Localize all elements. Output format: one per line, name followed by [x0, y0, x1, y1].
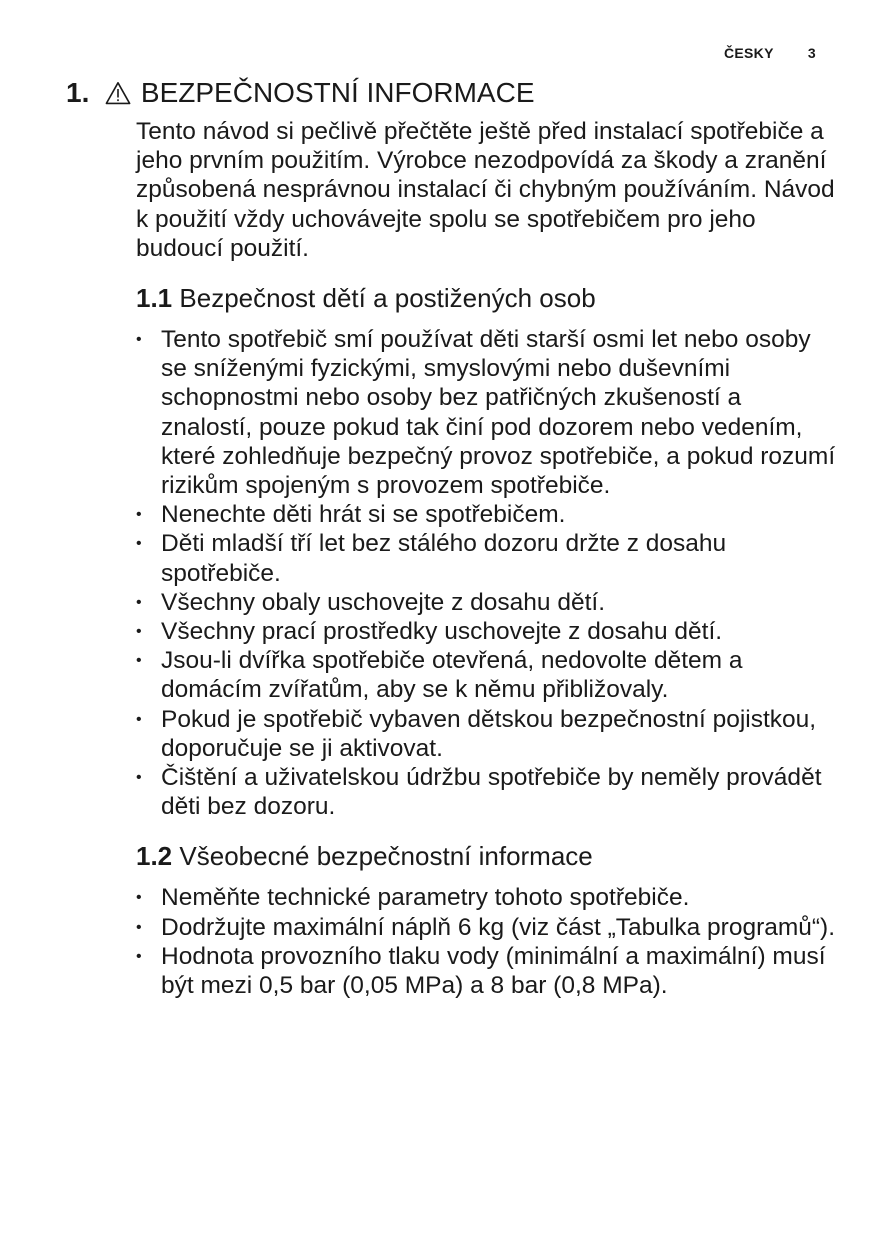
language-label: ČESKY: [723, 45, 774, 61]
subsection-number: 1.1: [136, 283, 173, 314]
running-header: [724, 45, 816, 61]
list-item: • Všechny obaly uschovejte z dosahu dětí.: [136, 588, 836, 617]
list-item: • Děti mladší tří let bez stálého dozoru držte z dosahu spotřebiče.: [136, 529, 836, 587]
list-item: • Čištění a uživatelskou údržbu spotřebiče by neměly provádět děti bez dozoru.: [136, 763, 836, 821]
subsection-heading-1-2: [136, 841, 836, 871]
bullet-list-general-safety: [136, 883, 836, 1000]
section-number: 1.: [66, 77, 90, 108]
subsection-heading-1-1: [136, 283, 836, 313]
list-item: • Neměňte technické parametry tohoto spotřebiče.: [136, 883, 836, 912]
list-item: • Nenechte děti hrát si se spotřebičem.: [136, 500, 836, 529]
section-title: [66, 76, 535, 113]
list-item: • Tento spotřebič smí používat děti starší osmi let nebo osoby se sníženými fyzickými, smyslovými nebo duševními schopnostmi nebo osoby bez patřičných zkušeností a znalostí, pouze pokud tak činí pod dozorem nebo vedením, které zohledňuje bezpečný provoz spotřebiče, a pokud rozumí rizikům spojeným s provozem spotřebiče.: [136, 325, 836, 500]
subsection-title: Bezpečnost dětí a postižených osob: [179, 283, 596, 314]
intro-paragraph: Tento návod si pečlivě přečtěte ještě před instalací spotřebiče a jeho prvním použitím. Výrobce nezodpovídá za škody a zranění způsobená nesprávnou instalací či chybným používáním. Návod k použití vždy uchovávejte spolu se spotřebičem pro jeho budoucí použití.: [136, 118, 835, 262]
page-number: 3: [807, 45, 816, 61]
list-item: • Všechny prací prostředky uschovejte z dosahu dětí.: [136, 617, 836, 646]
section-heading: BEZPEČNOSTNÍ INFORMACE: [140, 77, 535, 108]
subsection-title: Všeobecné bezpečnostní informace: [179, 841, 593, 872]
list-item: • Jsou-li dvířka spotřebiče otevřená, nedovolte dětem a domácím zvířatům, aby se k němu přibližovaly.: [136, 646, 836, 704]
subsection-number: 1.2: [136, 841, 173, 872]
bullet-list-children-safety: [136, 325, 836, 821]
main-content: [136, 117, 836, 1000]
list-item: • Pokud je spotřebič vybaven dětskou bezpečnostní pojistkou, doporučuje se ji aktivovat.: [136, 705, 836, 763]
list-item: • Hodnota provozního tlaku vody (minimální a maximální) musí být mezi 0,5 bar (0,05 MPa) a 8 bar (0,8 MPa).: [136, 942, 836, 1000]
warning-triangle-icon: [105, 79, 131, 113]
list-item: • Dodržujte maximální náplň 6 kg (viz část „Tabulka programů“).: [136, 913, 836, 942]
